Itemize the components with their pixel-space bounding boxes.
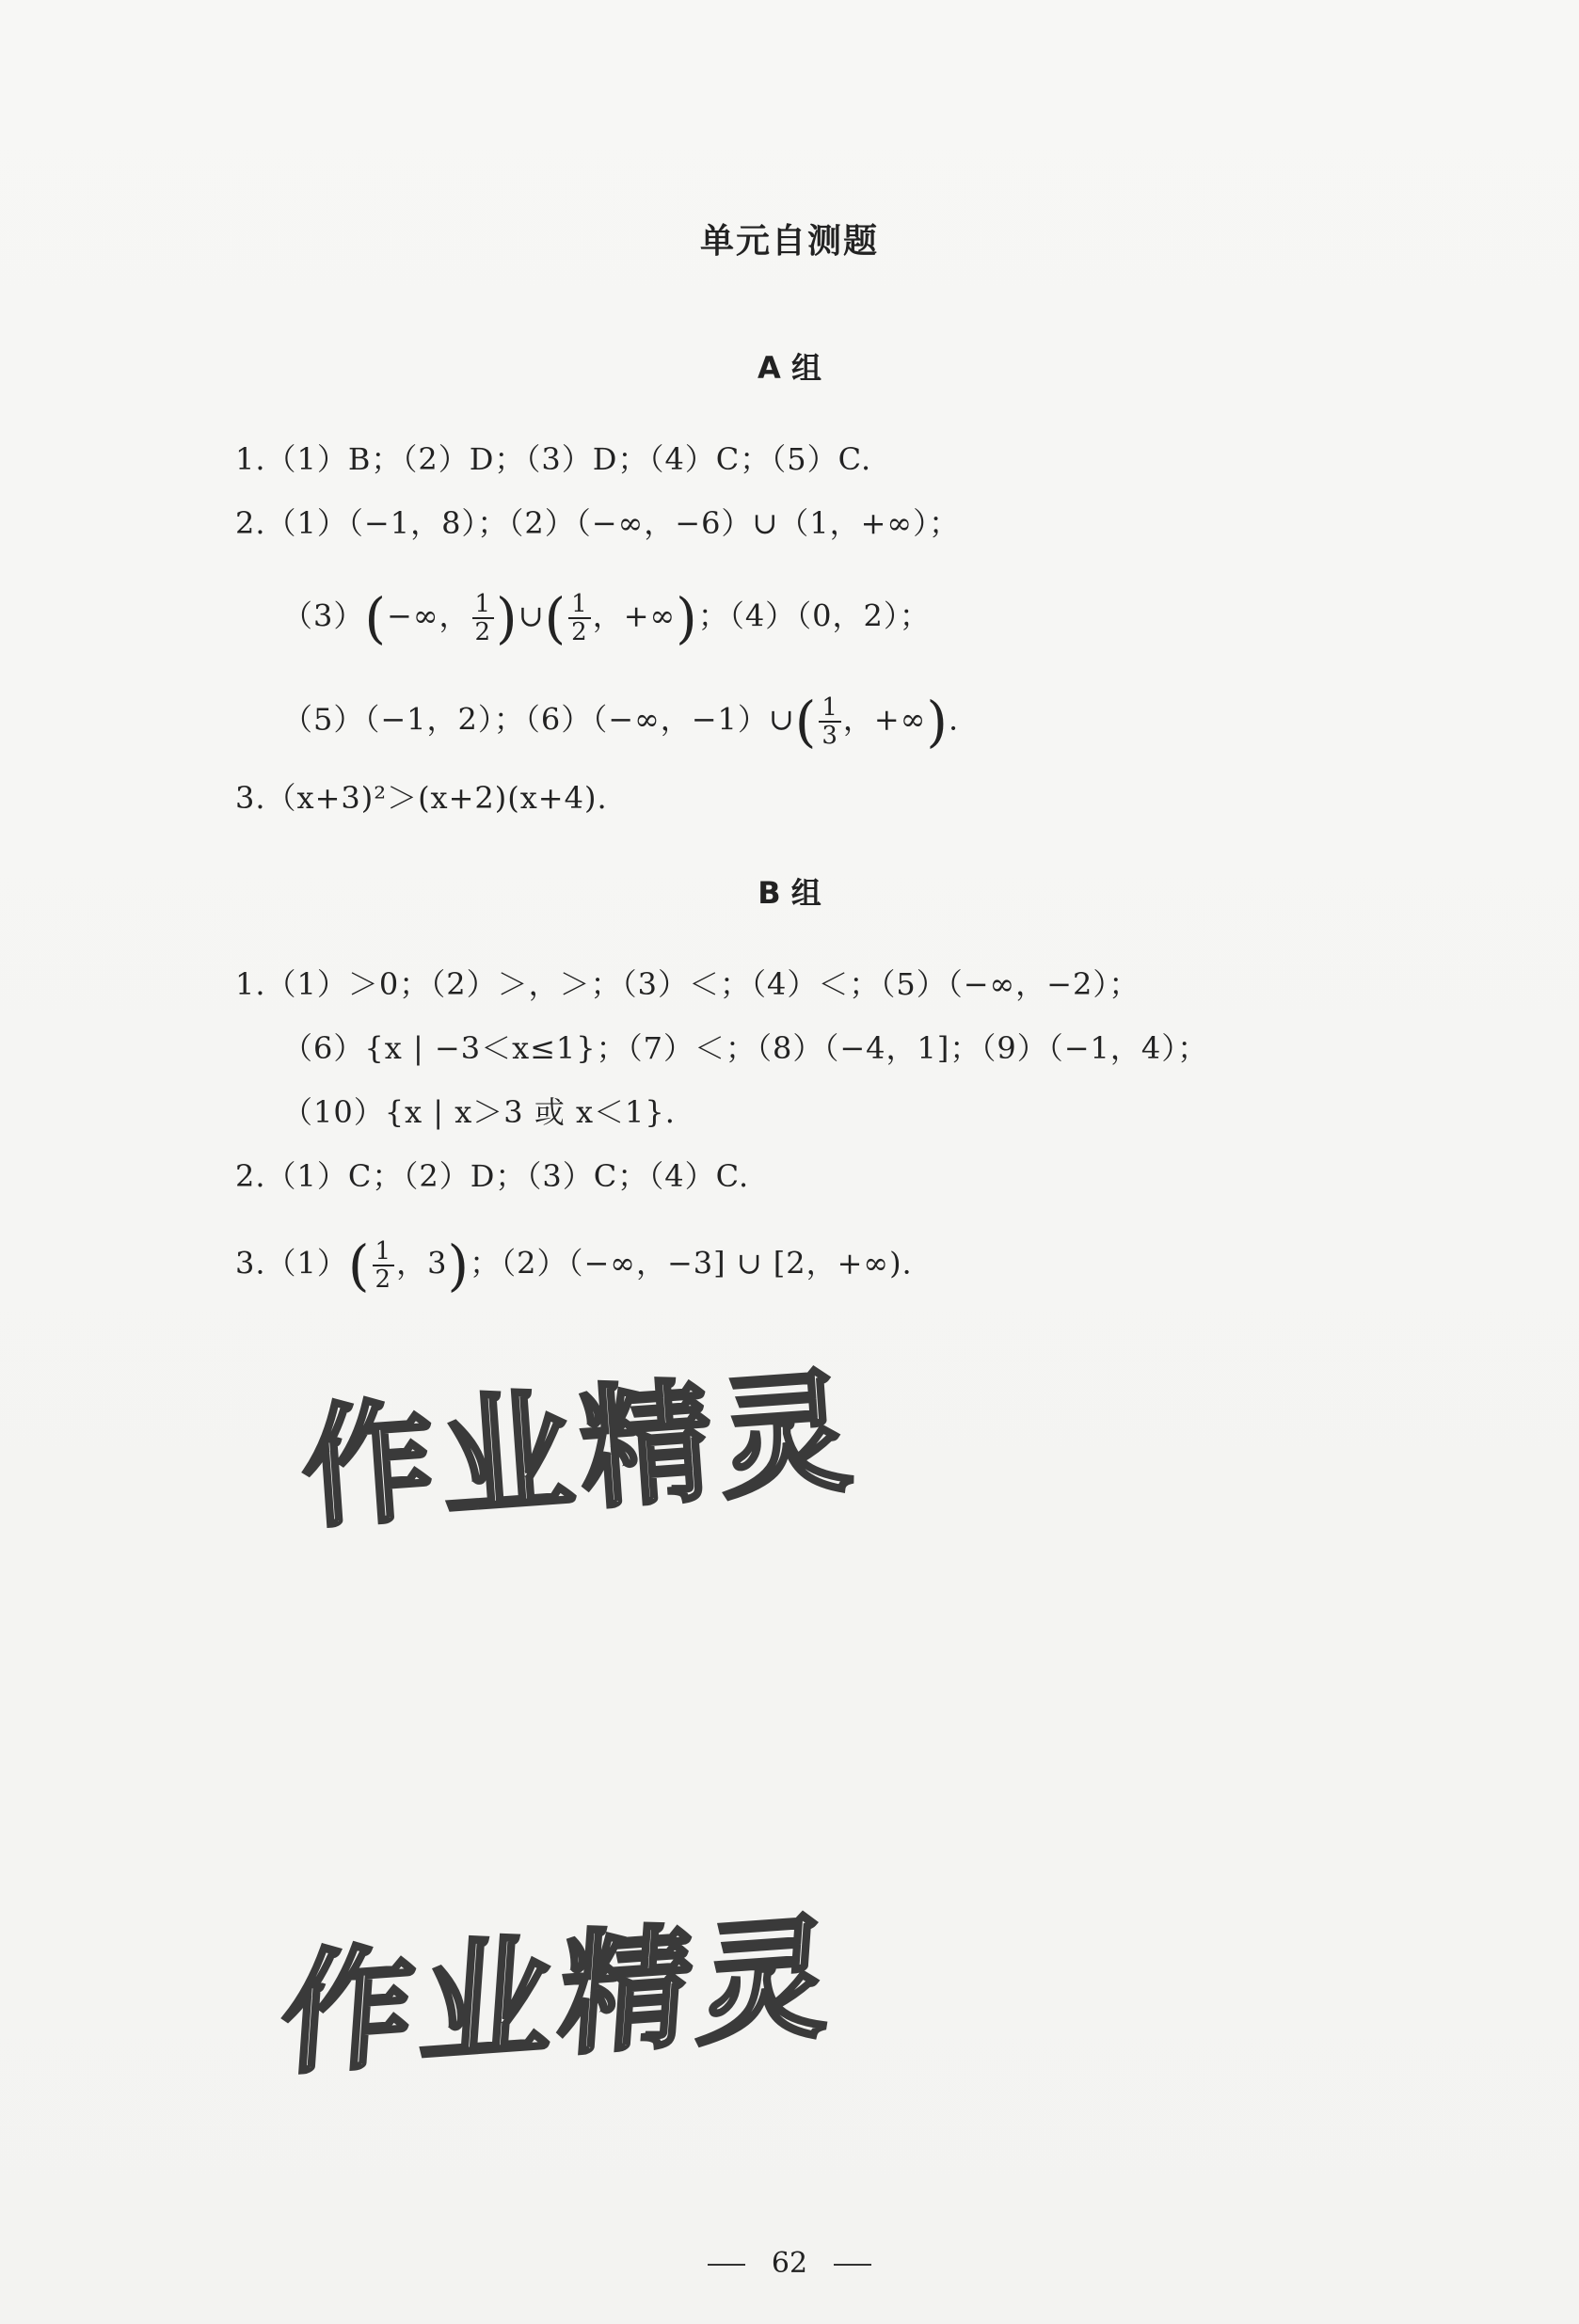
union-symbol: ∪ [518, 597, 545, 634]
fraction-denominator: 3 [821, 722, 838, 750]
answer-a-2-line2-prefix: （3） [282, 597, 365, 634]
answer-b-2: 2.（1）C；（2）D；（3）C；（4）C. [235, 1158, 750, 1194]
paren-close: ) [447, 1234, 471, 1297]
interval-text: ，+∞ [592, 597, 677, 634]
paren-close: ) [496, 586, 518, 650]
paren-open: ( [347, 1234, 371, 1297]
fraction [373, 1238, 395, 1293]
section-heading-b: B 组 [758, 875, 821, 911]
page-number-value: 62 [771, 2247, 808, 2280]
fraction [819, 694, 841, 749]
answer-a-2-line1: 2.（1）（−1，8）；（2）（−∞，−6）∪（1，+∞）； [235, 505, 961, 541]
fraction-numerator: 1 [472, 591, 495, 619]
section-heading-a: A 组 [758, 350, 821, 386]
answer-b-3-prefix: 3.（1） [235, 1245, 348, 1281]
answer-b-3 [235, 1234, 913, 1297]
interval-text: −∞， [387, 597, 471, 634]
watermark: 作业精灵 [296, 1355, 864, 1548]
interval-text: ，3 [396, 1245, 448, 1281]
fraction-denominator: 2 [571, 618, 588, 646]
answer-a-2-line2 [282, 586, 931, 650]
paren-open: ( [794, 690, 818, 754]
fraction-numerator: 1 [819, 694, 841, 723]
paren-close: ) [926, 690, 949, 754]
fraction-numerator: 1 [568, 591, 591, 619]
page-title: 单元自测题 [699, 222, 879, 261]
paren-open: ( [544, 586, 567, 650]
answer-a-2-line3-prefix: （5）（−1，2）；（6）（−∞，−1）∪ [282, 701, 795, 738]
paren-close: ) [676, 586, 698, 650]
watermark: 作业精灵 [277, 1900, 844, 2094]
answer-a-2-line3 [282, 690, 960, 754]
answer-a-2-line3-suffix: . [949, 701, 960, 738]
fraction-denominator: 2 [474, 618, 492, 646]
fraction [568, 591, 591, 645]
answer-b-3-suffix: ；（2）（−∞，−3] ∪ [2，+∞). [470, 1245, 913, 1281]
page-number [0, 2247, 1579, 2280]
divider [834, 2264, 871, 2266]
answer-b-1-line1: 1.（1）＞0；（2）＞，＞；（3）＜；（4）＜；（5）（−∞，−2）； [235, 966, 1140, 1002]
paren-open: ( [364, 586, 388, 650]
fraction-numerator: 1 [373, 1238, 395, 1266]
divider [708, 2264, 745, 2266]
answer-b-1-line2: （6）{x | −3＜x≤1}；（7）＜；（8）（−4，1]；（9）（−1，4）； [282, 1030, 1209, 1066]
answer-a-2-line2-suffix: ；（4）（0，2）； [697, 597, 931, 634]
fraction [472, 591, 495, 645]
fraction-denominator: 2 [375, 1265, 392, 1294]
interval-text: ，+∞ [842, 701, 927, 738]
answer-a-3: 3.（x+3)²＞(x+2)(x+4). [235, 780, 608, 816]
answer-b-1-line3: （10）{x | x＞3 或 x＜1}. [282, 1094, 676, 1130]
answer-a-1: 1.（1）B；（2）D；（3）D；（4）C；（5）C. [235, 441, 872, 477]
